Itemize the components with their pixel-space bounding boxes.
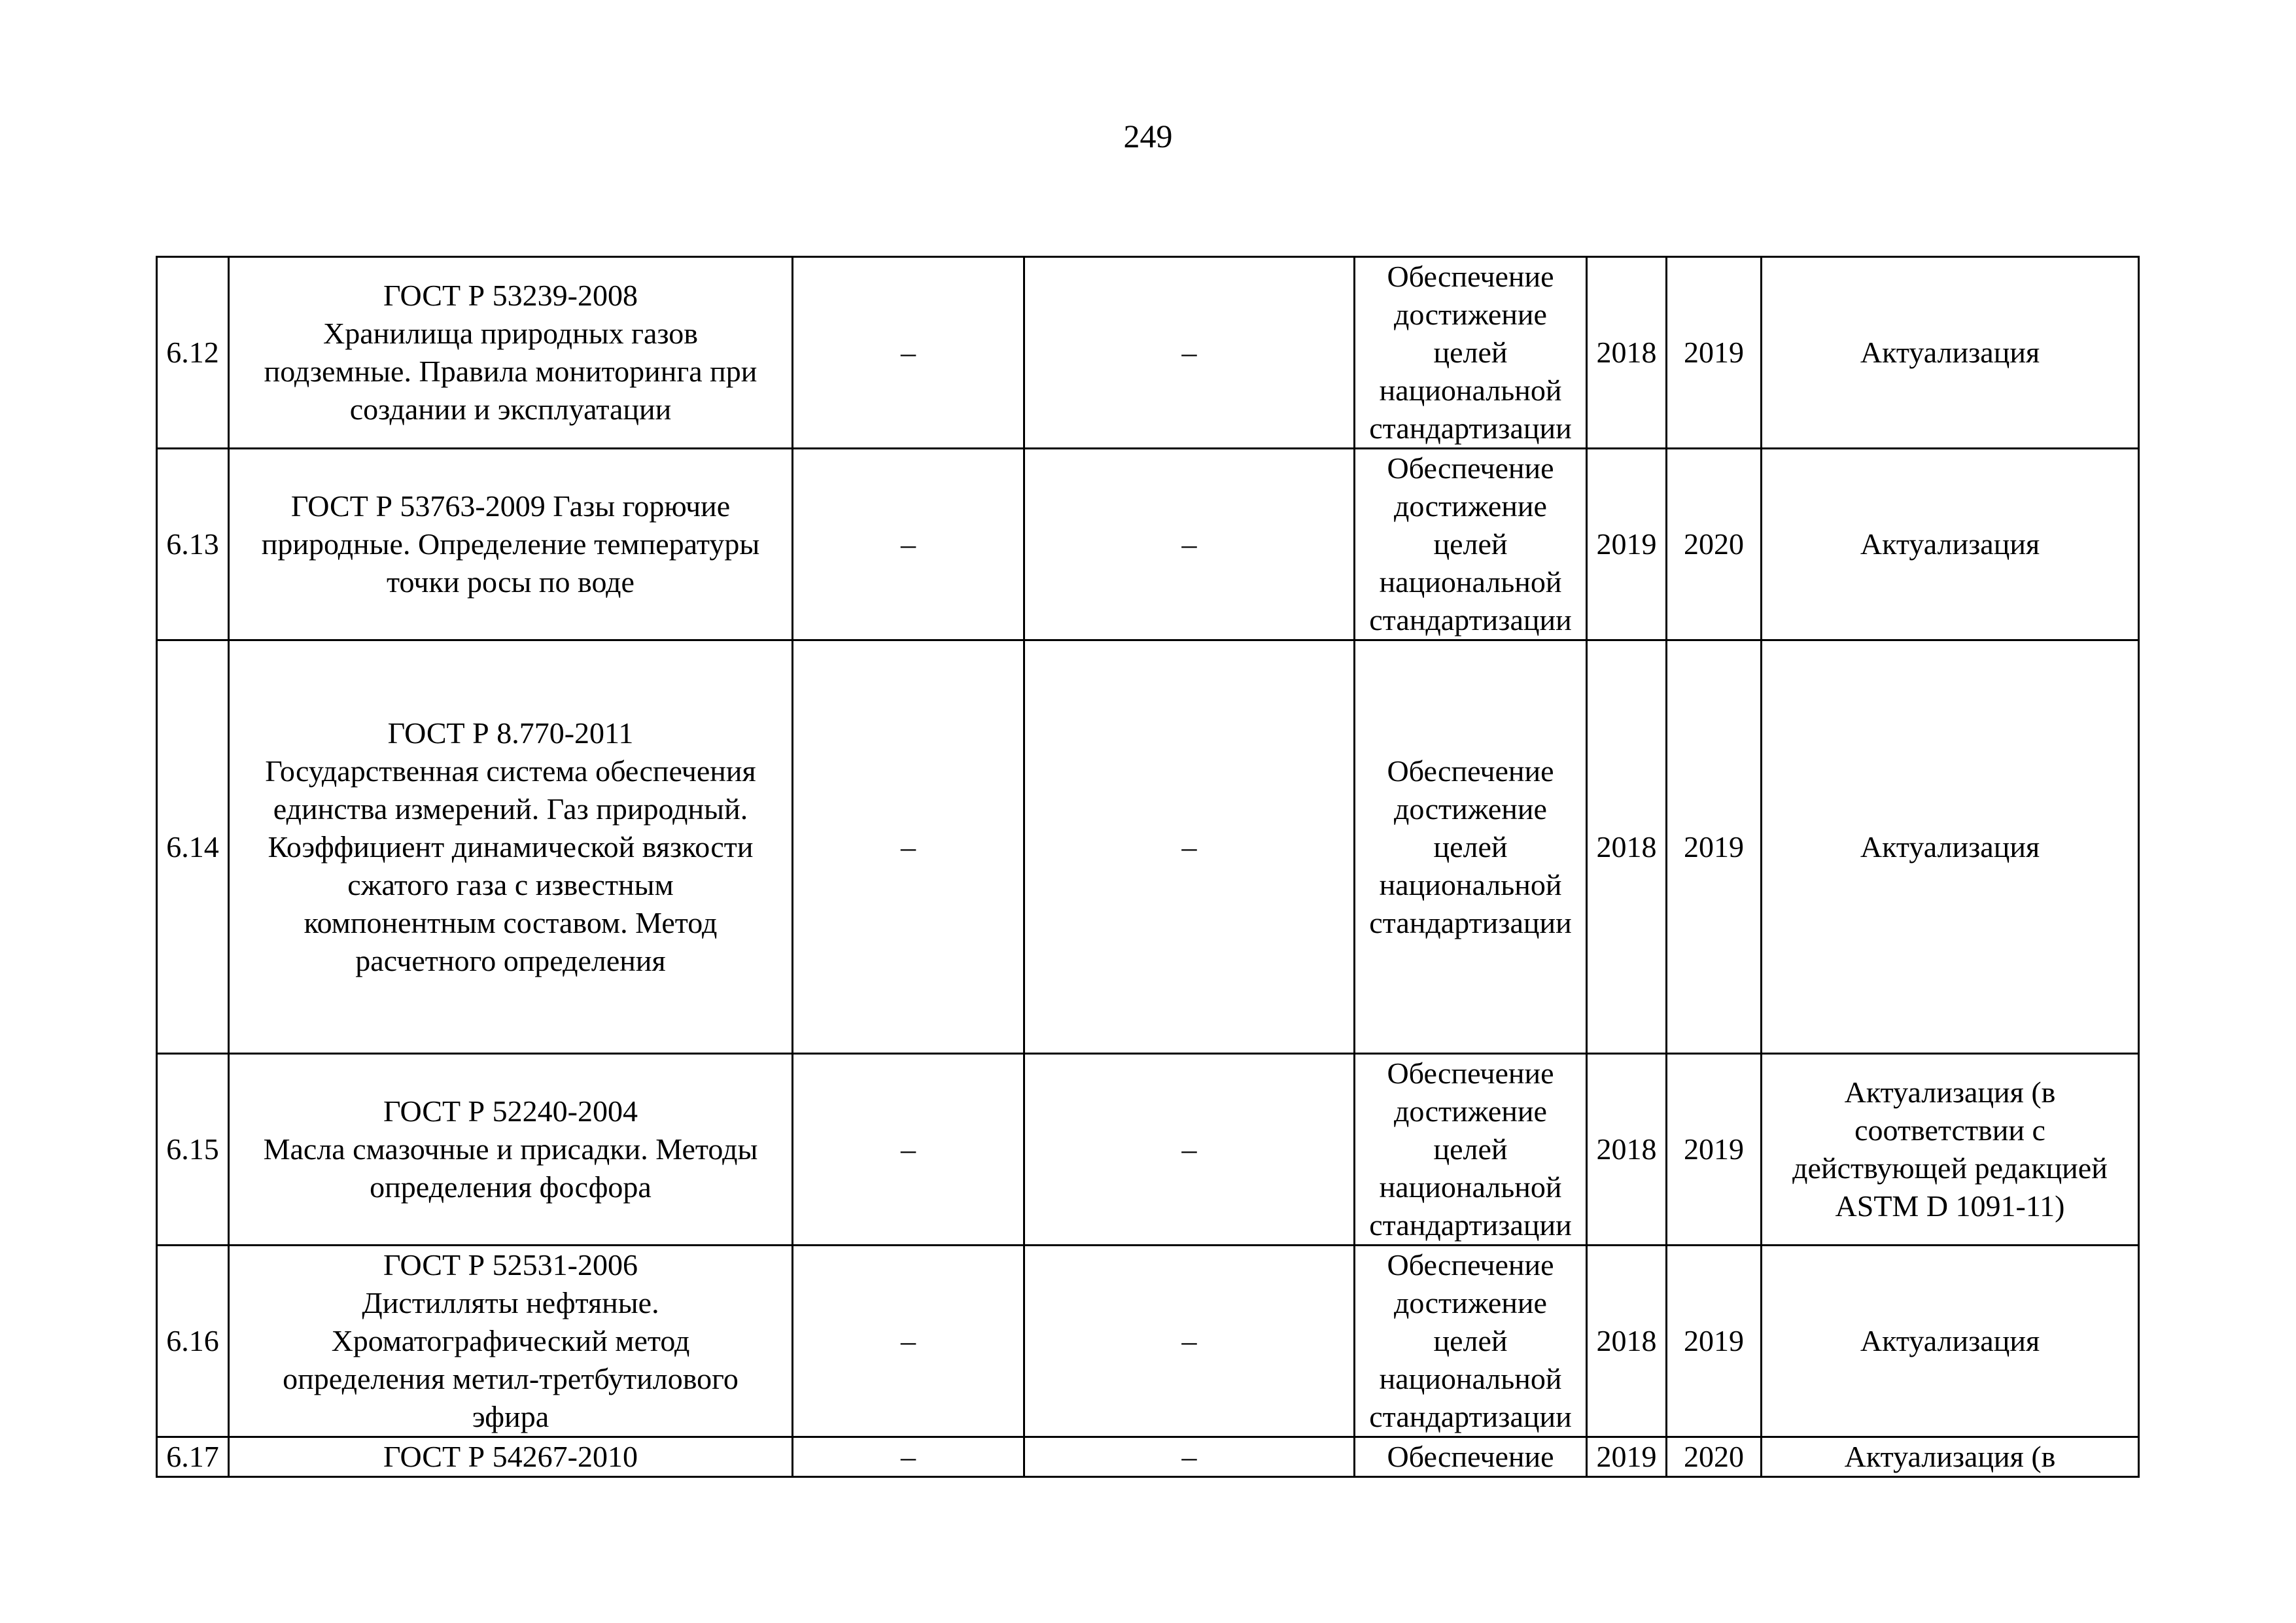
purpose-cell: Обеспечение xyxy=(1355,1437,1587,1477)
purpose-cell: Обеспечение достижение целей национальной стандартизации xyxy=(1355,449,1587,640)
action-cell: Актуализация xyxy=(1762,1246,2139,1437)
dash-cell: – xyxy=(793,257,1024,449)
table-row xyxy=(157,640,2139,1054)
page-number: 249 xyxy=(1123,118,1173,154)
table-row xyxy=(157,449,2139,640)
row-number: 6.17 xyxy=(157,1437,229,1477)
dash-cell: – xyxy=(793,640,1024,1054)
dash-cell: – xyxy=(793,1437,1024,1477)
row-number: 6.12 xyxy=(157,257,229,449)
standard-title: ГОСТ Р 52531-2006 Дистилляты нефтяные. Хроматографический метод определения метил-третбутилового эфира xyxy=(229,1246,793,1437)
standard-title: ГОСТ Р 8.770-2011 Государственная система обеспечения единства измерений. Газ природный. Коэффициент динамической вязкости сжатого газа с известным компонентным составом. Метод расчетного определения xyxy=(229,640,793,1054)
table-row xyxy=(157,1437,2139,1477)
row-number: 6.16 xyxy=(157,1246,229,1437)
start-year: 2018 xyxy=(1587,1246,1667,1437)
purpose-cell: Обеспечение достижение целей национальной стандартизации xyxy=(1355,640,1587,1054)
start-year: 2019 xyxy=(1587,1437,1667,1477)
action-cell: Актуализация (в соответствии с действующей редакцией ASTM D 1091-11) xyxy=(1762,1054,2139,1246)
dash-cell: – xyxy=(1024,1054,1355,1246)
row-number: 6.13 xyxy=(157,449,229,640)
end-year: 2020 xyxy=(1667,1437,1762,1477)
action-cell: Актуализация xyxy=(1762,640,2139,1054)
table-row xyxy=(157,1054,2139,1246)
dash-cell: – xyxy=(793,449,1024,640)
dash-cell: – xyxy=(1024,449,1355,640)
row-number: 6.15 xyxy=(157,1054,229,1246)
start-year: 2019 xyxy=(1587,449,1667,640)
standard-title: ГОСТ Р 52240-2004 Масла смазочные и присадки. Методы определения фосфора xyxy=(229,1054,793,1246)
end-year: 2019 xyxy=(1667,257,1762,449)
start-year: 2018 xyxy=(1587,257,1667,449)
dash-cell: – xyxy=(793,1246,1024,1437)
start-year: 2018 xyxy=(1587,640,1667,1054)
row-number: 6.14 xyxy=(157,640,229,1054)
table-row xyxy=(157,257,2139,449)
purpose-cell: Обеспечение достижение целей национальной стандартизации xyxy=(1355,1246,1587,1437)
purpose-cell: Обеспечение достижение целей национальной стандартизации xyxy=(1355,257,1587,449)
action-cell: Актуализация (в xyxy=(1762,1437,2139,1477)
start-year: 2018 xyxy=(1587,1054,1667,1246)
dash-cell: – xyxy=(793,1054,1024,1246)
end-year: 2019 xyxy=(1667,640,1762,1054)
table-row xyxy=(157,1246,2139,1437)
end-year: 2019 xyxy=(1667,1246,1762,1437)
standard-title: ГОСТ Р 53763-2009 Газы горючие природные. Определение температуры точки росы по воде xyxy=(229,449,793,640)
dash-cell: – xyxy=(1024,1246,1355,1437)
action-cell: Актуализация xyxy=(1762,257,2139,449)
standard-title: ГОСТ Р 53239-2008 Хранилища природных газов подземные. Правила мониторинга при создании и эксплуатации xyxy=(229,257,793,449)
end-year: 2020 xyxy=(1667,449,1762,640)
dash-cell: – xyxy=(1024,1437,1355,1477)
dash-cell: – xyxy=(1024,640,1355,1054)
end-year: 2019 xyxy=(1667,1054,1762,1246)
dash-cell: – xyxy=(1024,257,1355,449)
standards-table xyxy=(156,256,2140,1478)
purpose-cell: Обеспечение достижение целей национальной стандартизации xyxy=(1355,1054,1587,1246)
action-cell: Актуализация xyxy=(1762,449,2139,640)
standard-title: ГОСТ Р 54267-2010 xyxy=(229,1437,793,1477)
